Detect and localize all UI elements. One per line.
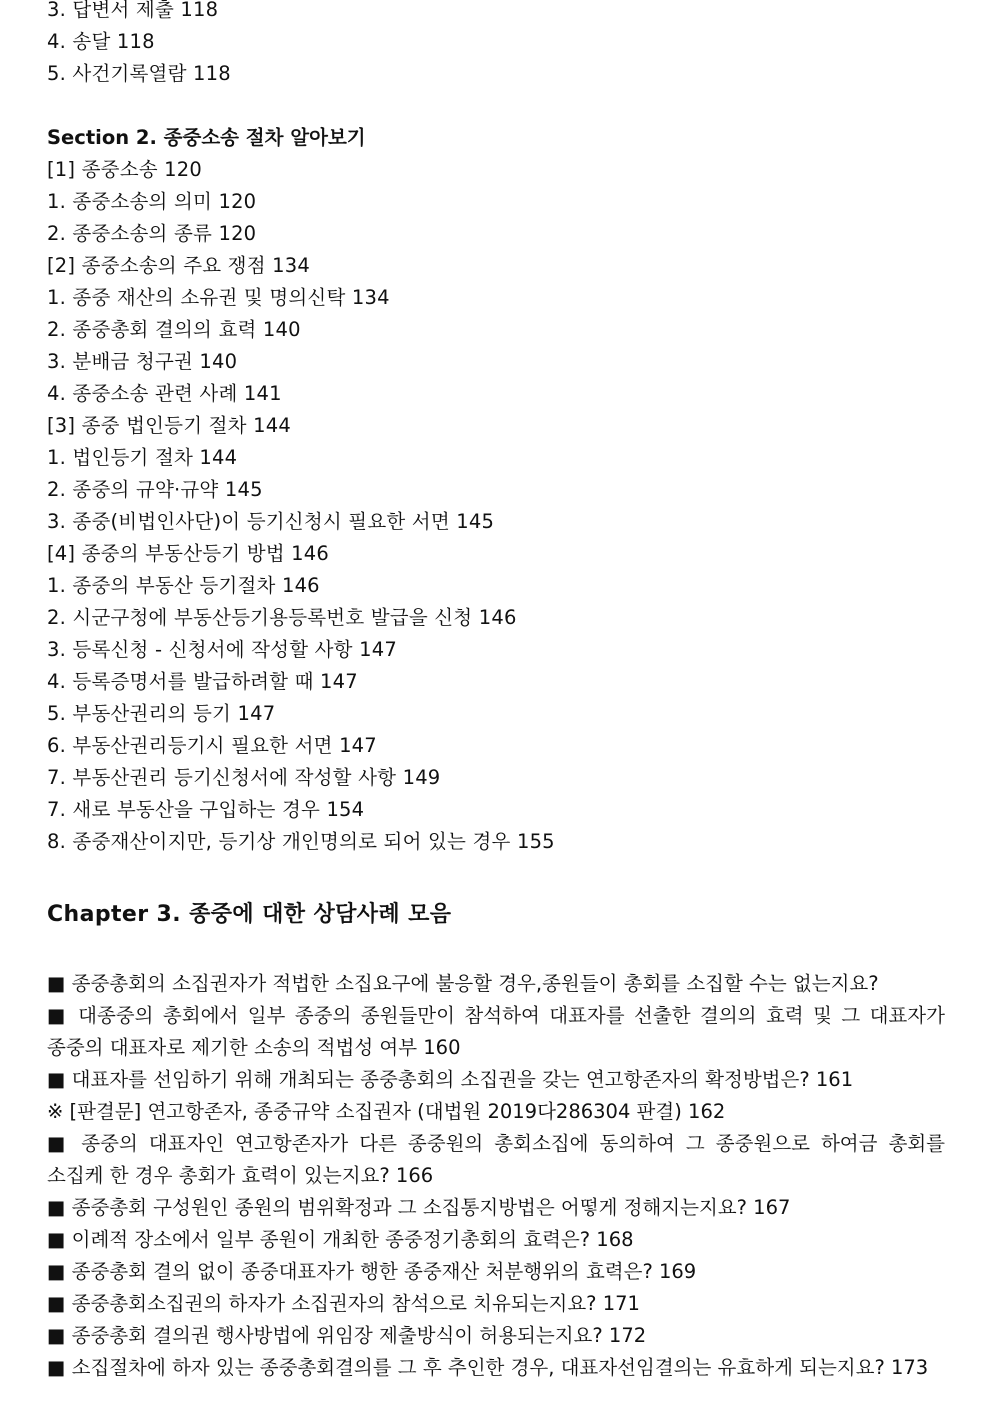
toc-item: 3. 종중(비법인사단)이 등기신청시 필요한 서면 145 <box>47 510 495 533</box>
section-toc-list <box>47 154 945 858</box>
spacer <box>47 90 945 122</box>
toc-top-list <box>47 0 945 90</box>
toc-item: [1] 종중소송 120 <box>47 158 202 181</box>
toc-item: 4. 종중소송 관련 사례 141 <box>47 382 282 405</box>
toc-item: 3. 답변서 제출 118 <box>47 0 219 21</box>
toc-item: 1. 종중소송의 의미 120 <box>47 190 257 213</box>
case-item: ■ 종중의 대표자인 연고항존자가 다른 종중원의 총회소집에 동의하여 그 종중원으로 하여금 총회를 소집케 한 경우 총회가 효력이 있는지요? 166 <box>47 1132 945 1187</box>
case-item: ■ 종중총회 결의 없이 종중대표자가 행한 종중재산 처분행위의 효력은? 169 <box>47 1260 697 1283</box>
consultation-case-list <box>47 968 945 1384</box>
section-title: Section 2. 종중소송 절차 알아보기 <box>47 126 366 149</box>
document-page <box>47 0 945 1384</box>
toc-item: 2. 시군구청에 부동산등기용등록번호 발급을 신청 146 <box>47 606 517 629</box>
toc-item: [2] 종중소송의 주요 쟁점 134 <box>47 254 310 277</box>
toc-item: 2. 종중의 규약·규약 145 <box>47 478 263 501</box>
case-item: ■ 종중총회 구성원인 종원의 범위확정과 그 소집통지방법은 어떻게 정해지는지요? 167 <box>47 1196 791 1219</box>
toc-item: 2. 종중총회 결의의 효력 140 <box>47 318 301 341</box>
toc-item: 5. 사건기록열람 118 <box>47 62 231 85</box>
toc-item: 4. 송달 118 <box>47 30 155 53</box>
toc-item: 3. 등록신청 - 신청서에 작성할 사항 147 <box>47 638 397 661</box>
case-item: ■ 대표자를 선임하기 위해 개최되는 종중총회의 소집권을 갖는 연고항존자의 확정방법은? 161 <box>47 1068 854 1091</box>
case-item: ■ 종중총회 결의권 행사방법에 위임장 제출방식이 허용되는지요? 172 <box>47 1324 647 1347</box>
chapter-title: Chapter 3. 종중에 대한 상담사례 모음 <box>47 902 452 927</box>
toc-item: 5. 부동산권리의 등기 147 <box>47 702 276 725</box>
toc-item: 2. 종중소송의 종류 120 <box>47 222 257 245</box>
toc-item: 7. 새로 부동산을 구입하는 경우 154 <box>47 798 365 821</box>
case-item: ■ 소집절차에 하자 있는 종중총회결의를 그 후 추인한 경우, 대표자선임결의는 유효하게 되는지요? 173 <box>47 1356 929 1379</box>
toc-item: [4] 종중의 부동산등기 방법 146 <box>47 542 330 565</box>
case-item: ■ 대종중의 총회에서 일부 종중의 종원들만이 참석하여 대표자를 선출한 결의의 효력 및 그 대표자가 종중의 대표자로 제기한 소송의 적법성 여부 160 <box>47 1004 945 1059</box>
case-item: ※ [판결문] 연고항존자, 종중규약 소집권자 (대법원 2019다286304 판결) 162 <box>47 1100 726 1123</box>
toc-item: 4. 등록증명서를 발급하려할 때 147 <box>47 670 358 693</box>
toc-item: 3. 분배금 청구권 140 <box>47 350 238 373</box>
case-item: ■ 이례적 장소에서 일부 종원이 개최한 종중정기총회의 효력은? 168 <box>47 1228 634 1251</box>
toc-item: 8. 종중재산이지만, 등기상 개인명의로 되어 있는 경우 155 <box>47 830 555 853</box>
toc-item: 1. 종중의 부동산 등기절차 146 <box>47 574 320 597</box>
toc-item: 7. 부동산권리 등기신청서에 작성할 사항 149 <box>47 766 441 789</box>
toc-item: 1. 법인등기 절차 144 <box>47 446 238 469</box>
case-item: ■ 종중총회의 소집권자가 적법한 소집요구에 불응할 경우,종원들이 총회를 소집할 수는 없는지요? <box>47 972 879 995</box>
toc-item: 6. 부동산권리등기시 필요한 서면 147 <box>47 734 377 757</box>
case-item: ■ 종중총회소집권의 하자가 소집권자의 참석으로 치유되는지요? 171 <box>47 1292 640 1315</box>
toc-item: 1. 종중 재산의 소유권 및 명의신탁 134 <box>47 286 390 309</box>
toc-item: [3] 종중 법인등기 절차 144 <box>47 414 291 437</box>
